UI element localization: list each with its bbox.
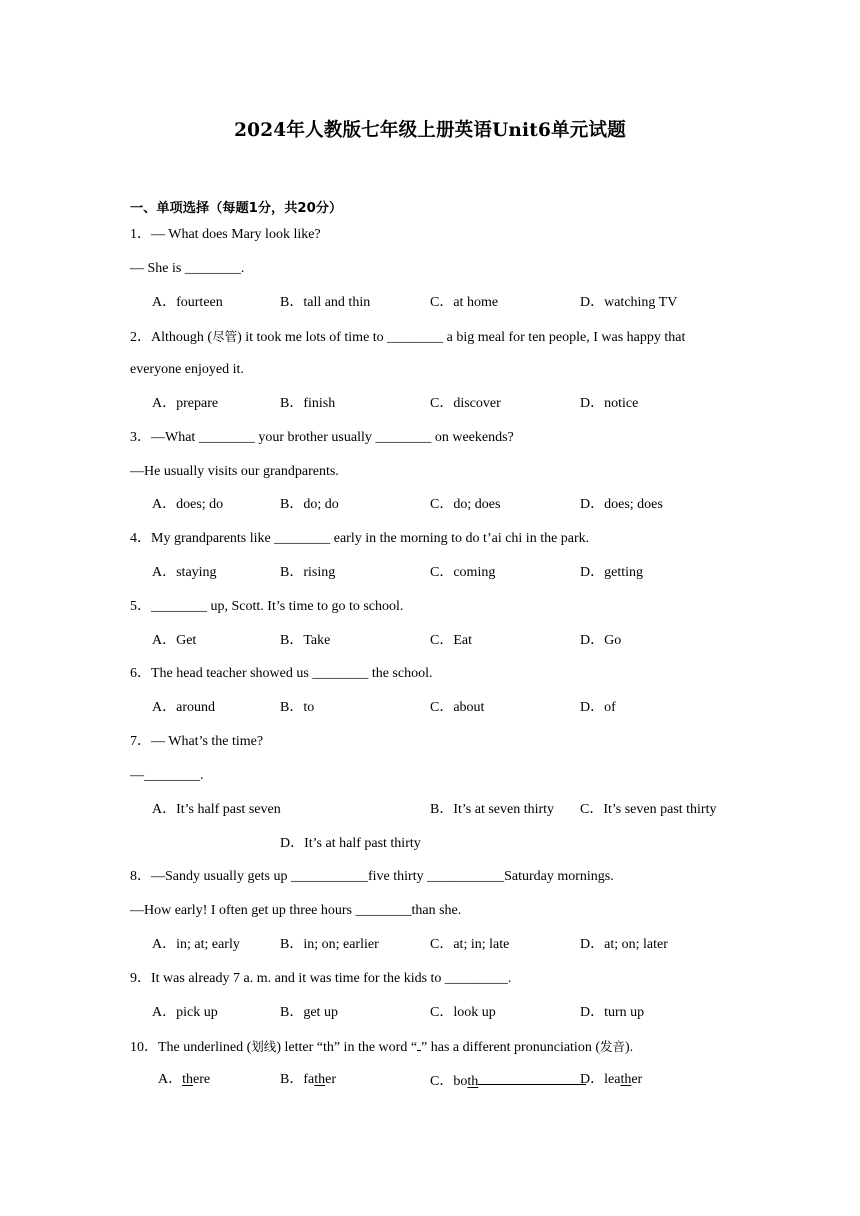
q2-option-c: C．discover <box>430 396 501 411</box>
q7-option-b: B．It’s at seven thirty <box>430 802 555 817</box>
q10-option-b <box>280 1071 336 1089</box>
q1-option-c: C．at home <box>430 295 499 310</box>
q10-b-label: B．fa <box>280 1072 315 1087</box>
q4-option-d: D．getting <box>580 565 643 580</box>
question-3-answer-line: —He usually visits our grandparents. <box>130 464 339 479</box>
q8-option-d: D．at; on; later <box>580 937 668 952</box>
q9-option-b: B．get up <box>280 1005 338 1020</box>
q10-c-trailing-line <box>478 1071 586 1085</box>
question-8-stem: 8．—Sandy usually gets up ___________five thirty ___________Saturday mornings. <box>130 869 614 884</box>
q10-c-label: C．bo <box>430 1074 468 1089</box>
q9-option-a: A．pick up <box>152 1005 218 1020</box>
q7-option-d: D．It’s at half past thirty <box>280 836 421 851</box>
question-10-stem <box>130 1037 633 1057</box>
question-6-stem: 6．The head teacher showed us ________ the school. <box>130 666 433 681</box>
q3-option-b: B．do; do <box>280 497 339 512</box>
q1-option-a: A．fourteen <box>152 295 223 310</box>
q10-cjk-gloss-2: 发音 <box>599 1039 625 1054</box>
q4-option-b: B．rising <box>280 565 336 580</box>
question-1-stem: 1．— What does Mary look like? <box>130 227 321 242</box>
page-title: 2024年人教版七年级上册英语Unit6单元试题 <box>234 120 626 141</box>
question-5-stem: 5．________ up, Scott. It’s time to go to school. <box>130 599 404 614</box>
q4-option-a: A．staying <box>152 565 217 580</box>
question-7-stem: 7．— What’s the time? <box>130 734 264 749</box>
q6-option-b: B．to <box>280 700 315 715</box>
question-2-stem-cont: everyone enjoyed it. <box>130 362 244 377</box>
question-9-stem: 9．It was already 7 a. m. and it was time for the kids to _________. <box>130 971 512 986</box>
q10-a-rest: ere <box>193 1072 211 1087</box>
q3-option-c: C．do; does <box>430 497 501 512</box>
q10-b-rest: er <box>325 1072 336 1087</box>
q6-option-d: D．of <box>580 700 616 715</box>
q10-a-underlined: th <box>182 1072 194 1087</box>
q10-text-c: ” has a different pronunciation ( <box>421 1040 600 1055</box>
q5-option-a: A．Get <box>152 633 197 648</box>
q8-option-b: B．in; on; earlier <box>280 937 379 952</box>
q10-d-underlined: th <box>620 1072 632 1087</box>
q10-a-label: A． <box>158 1072 183 1087</box>
q8-option-c: C．at; in; late <box>430 937 510 952</box>
q5-option-b: B．Take <box>280 633 331 648</box>
q10-text-b: ) letter “th” in the word “ <box>276 1040 418 1055</box>
q6-option-c: C．about <box>430 700 485 715</box>
q10-option-a <box>158 1071 210 1089</box>
q10-d-label: D．lea <box>580 1072 621 1087</box>
q2-option-d: D．notice <box>580 396 639 411</box>
q3-option-d: D．does; does <box>580 497 663 512</box>
q6-option-a: A．around <box>152 700 215 715</box>
q2-text-b: ) it took me lots of time to ________ a big meal for ten people, I was happy that <box>237 330 686 345</box>
q2-option-a: A．prepare <box>152 396 219 411</box>
q7-option-c: C．It’s seven past thirty <box>580 802 717 817</box>
q7-option-a: A．It’s half past seven <box>152 802 281 817</box>
q2-text-a: 2．Although ( <box>130 330 213 345</box>
q4-option-c: C．coming <box>430 565 496 580</box>
q10-option-d <box>580 1071 642 1089</box>
q10-text-d: ). <box>625 1040 634 1055</box>
question-4-stem: 4．My grandparents like ________ early in the morning to do t’ai chi in the park. <box>130 531 590 546</box>
question-1-answer-line: — She is ________. <box>130 261 245 276</box>
question-8-answer-line: —How early! I often get up three hours ________than she. <box>130 903 462 918</box>
q10-b-underlined: th <box>314 1072 326 1087</box>
q5-option-d: D．Go <box>580 633 622 648</box>
question-2-stem <box>130 328 685 347</box>
q2-option-b: B．finish <box>280 396 336 411</box>
q1-option-b: B．tall and thin <box>280 295 371 310</box>
q9-option-d: D．turn up <box>580 1005 645 1020</box>
q10-c-underlined: th <box>467 1074 479 1089</box>
q2-cjk-gloss: 尽管 <box>212 329 238 344</box>
q3-option-a: A．does; do <box>152 497 224 512</box>
question-3-stem: 3．—What ________ your brother usually ________ on weekends? <box>130 430 514 445</box>
q10-cjk-gloss-1: 划线 <box>251 1039 277 1054</box>
q10-text-a: 10．The underlined ( <box>130 1040 252 1055</box>
q8-option-a: A．in; at; early <box>152 937 240 952</box>
q9-option-c: C．look up <box>430 1005 496 1020</box>
section-heading: 一、单项选择（每题1分，共20分） <box>130 201 343 216</box>
q5-option-c: C．Eat <box>430 633 472 648</box>
q10-option-c <box>430 1071 586 1091</box>
question-7-answer-line: —________. <box>130 768 204 783</box>
q10-d-rest: er <box>631 1072 643 1087</box>
q1-option-d: D．watching TV <box>580 295 678 310</box>
